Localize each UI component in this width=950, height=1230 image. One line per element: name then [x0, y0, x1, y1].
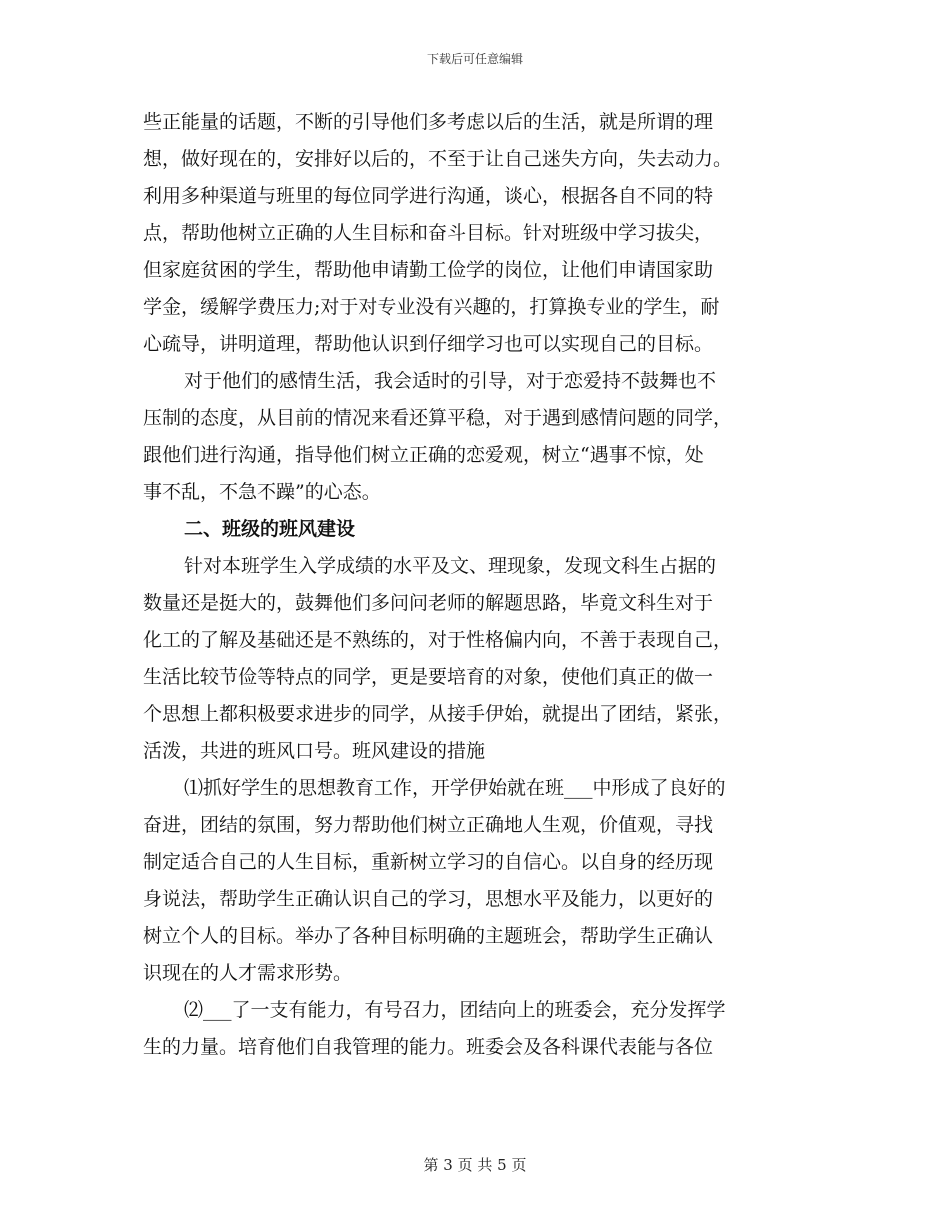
text-line: 事不乱，不急不躁”的心态。: [143, 481, 381, 503]
text-line: 奋进，团结的氛围，努力帮助他们树立正确地人生观，价值观，寻找: [143, 814, 714, 836]
page-number-footer: 第 3 页 共 5 页: [423, 1156, 527, 1174]
text-line: 生的力量。培育他们自我管理的能力。班委会及各科课代表能与各位: [143, 1036, 714, 1058]
text-line: 压制的态度，从目前的情况来看还算平稳，对于遇到感情问题的同学，: [143, 407, 733, 429]
text-line: 些正能量的话题，不断的引导他们多考虑以后的生活，就是所谓的理: [143, 111, 714, 133]
text-line: 个思想上都积极要求进步的同学，从接手伊始，就提出了团结，紧张，: [143, 703, 733, 725]
page-header: 下载后可任意编辑: [426, 52, 523, 66]
paragraph-start-line: 对于他们的感情生活，我会适时的引导，对于恋爱持不鼓舞也不: [184, 370, 717, 392]
text-line: 心疏导，讲明道理，帮助他认识到仔细学习也可以实现自己的目标。: [143, 333, 714, 355]
text-line: 生活比较节俭等特点的同学，更是要培育的对象，使他们真正的做一: [143, 666, 714, 688]
text-line: 点，帮助他树立正确的人生目标和奋斗目标。针对班级中学习拔尖，: [143, 222, 714, 244]
text-line: 活泼，共进的班风口号。班风建设的措施: [143, 740, 486, 762]
text-line: 树立个人的目标。举办了各种目标明确的主题班会，帮助学生正确认: [143, 925, 714, 947]
text-line: 识现在的人才需求形势。: [143, 962, 353, 984]
text-line: 学金，缓解学费压力;对于对专业没有兴趣的，打算换专业的学生，耐: [143, 296, 720, 318]
text-line: 跟他们进行沟通，指导他们树立正确的恋爱观，树立“遇事不惊，处: [143, 444, 704, 466]
list-item-2-line: ⑵___了一支有能力，有号召力，团结向上的班委会，充分发挥学: [184, 999, 726, 1021]
text-line: 但家庭贫困的学生，帮助他申请勤工俭学的岗位，让他们申请国家助: [143, 259, 714, 281]
section-heading: 二、班级的班风建设: [184, 518, 356, 540]
text-line: 化工的了解及基础还是不熟练的，对于性格偏内向，不善于表现自己，: [143, 629, 733, 651]
paragraph-start-line: 针对本班学生入学成绩的水平及文、理现象，发现文科生占据的: [184, 555, 717, 577]
text-line: 想，做好现在的，安排好以后的，不至于让自己迷失方向，失去动力。: [143, 148, 733, 170]
list-item-1-line: ⑴抓好学生的思想教育工作，开学伊始就在班___中形成了良好的: [184, 777, 726, 799]
text-line: 制定适合自己的人生目标，重新树立学习的自信心。以自身的经历现: [143, 851, 714, 873]
text-line: 利用多种渠道与班里的每位同学进行沟通，谈心，根据各自不同的特: [143, 185, 714, 207]
text-line: 身说法，帮助学生正确认识自己的学习，思想水平及能力，以更好的: [143, 888, 714, 910]
text-line: 数量还是挺大的，鼓舞他们多问问老师的解题思路，毕竟文科生对于: [143, 592, 714, 614]
document-body: [143, 104, 823, 1066]
